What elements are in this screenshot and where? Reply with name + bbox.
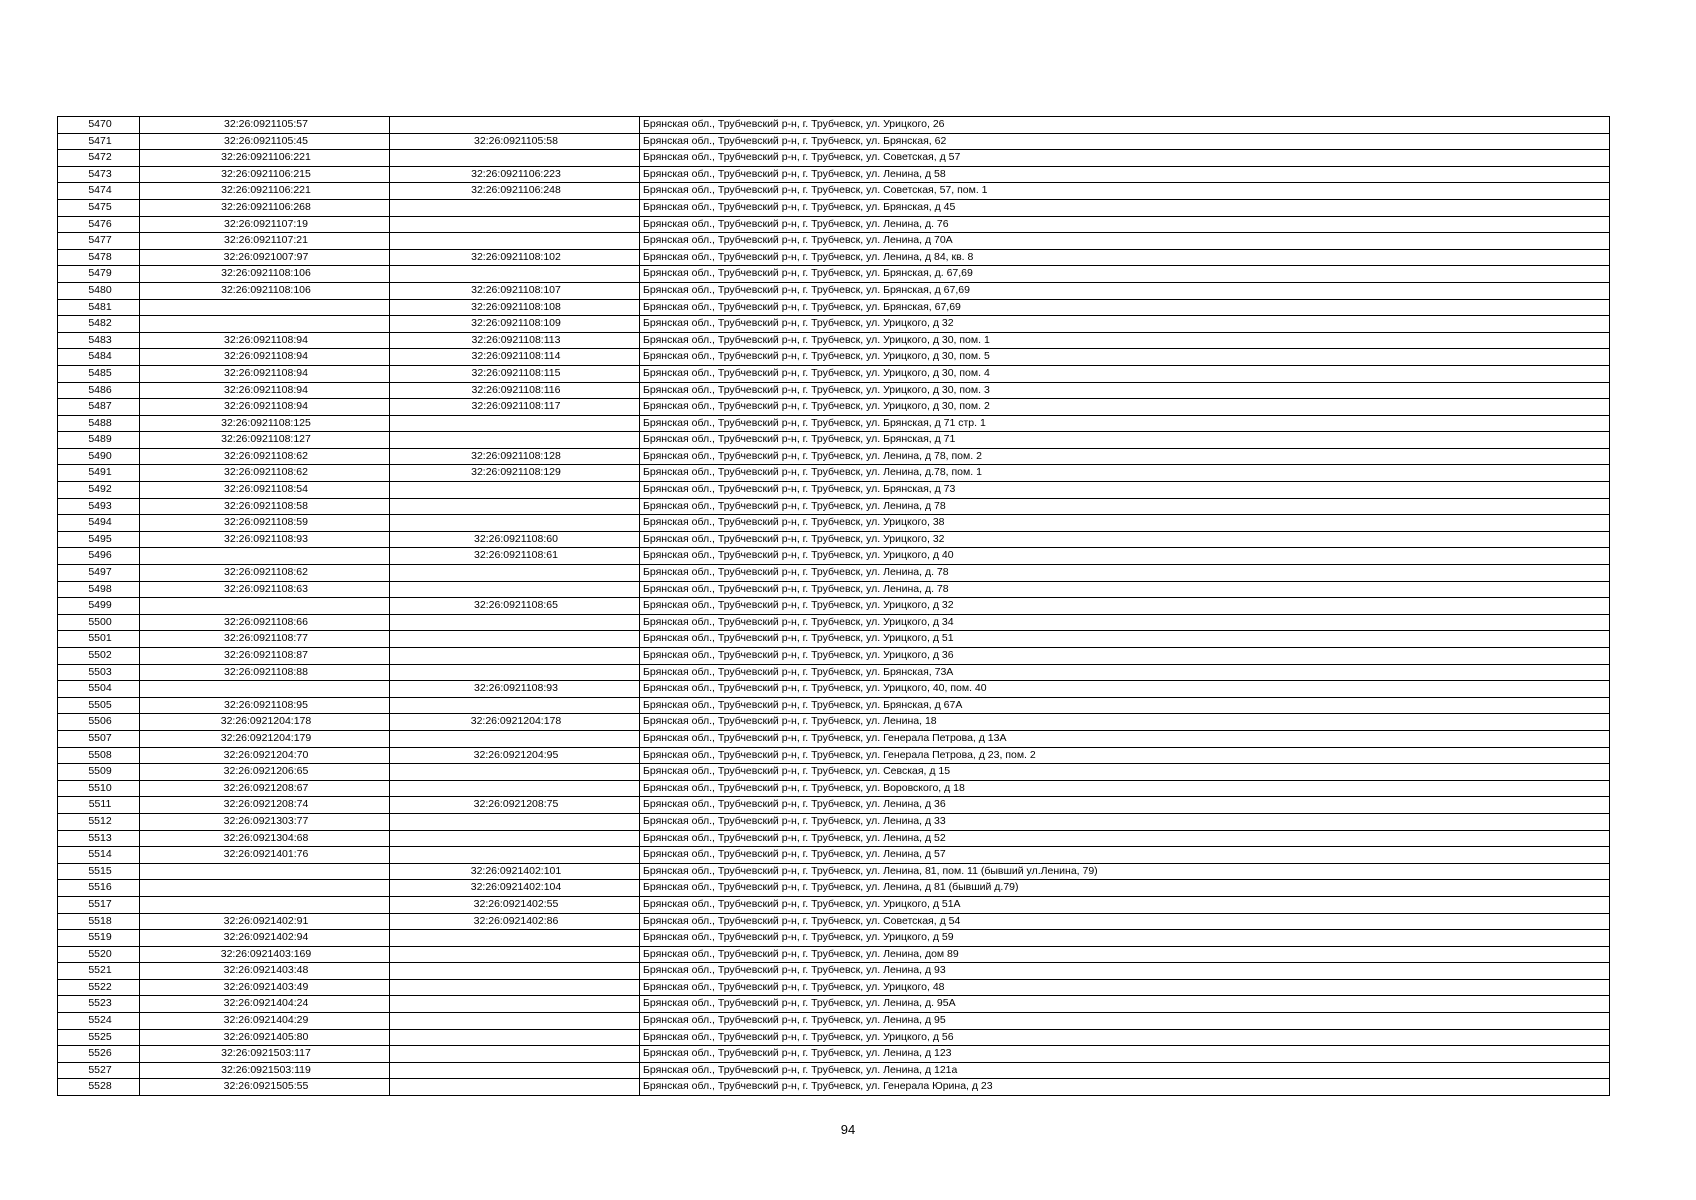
table-row [58,498,1610,515]
address-cell: Брянская обл., Трубчевский р-н, г. Трубчевск, ул. Ленина, д 121а [640,1062,1610,1079]
row-number-cell: 5525 [58,1029,140,1046]
table-row [58,1029,1610,1046]
table-row [58,648,1610,665]
address-cell: Брянская обл., Трубчевский р-н, г. Трубчевск, ул. Ленина, д 84, кв. 8 [640,249,1610,266]
related-cadastral-number-cell [390,648,640,665]
address-cell: Брянская обл., Трубчевский р-н, г. Трубчевск, ул. Советская, д 54 [640,913,1610,930]
row-number-cell: 5501 [58,631,140,648]
cadastral-number-cell [140,863,390,880]
cadastral-number-cell: 32:26:0921107:21 [140,233,390,250]
address-cell: Брянская обл., Трубчевский р-н, г. Трубчевск, ул. Брянская, д 73 [640,482,1610,499]
address-cell: Брянская обл., Трубчевский р-н, г. Трубчевск, ул. Ленина, д 70А [640,233,1610,250]
address-cell: Брянская обл., Трубчевский р-н, г. Трубчевск, ул. Брянская, д 71 [640,432,1610,449]
row-number-cell: 5479 [58,266,140,283]
table-row [58,282,1610,299]
address-cell: Брянская обл., Трубчевский р-н, г. Трубчевск, ул. Советская, д 57 [640,150,1610,167]
row-number-cell: 5512 [58,813,140,830]
row-number-cell: 5491 [58,465,140,482]
table-row [58,432,1610,449]
address-cell: Брянская обл., Трубчевский р-н, г. Трубчевск, ул. Ленина, д. 76 [640,216,1610,233]
row-number-cell: 5480 [58,282,140,299]
address-cell: Брянская обл., Трубчевский р-н, г. Трубчевск, ул. Урицкого, д 51А [640,896,1610,913]
table-row [58,482,1610,499]
address-cell: Брянская обл., Трубчевский р-н, г. Трубчевск, ул. Урицкого, д 56 [640,1029,1610,1046]
row-number-cell: 5515 [58,863,140,880]
cadastral-number-cell [140,548,390,565]
cadastral-number-cell: 32:26:0921204:179 [140,730,390,747]
address-cell: Брянская обл., Трубчевский р-н, г. Трубчевск, ул. Ленина, д 52 [640,830,1610,847]
table-row [58,847,1610,864]
row-number-cell: 5528 [58,1079,140,1096]
cadastral-number-cell: 32:26:0921402:91 [140,913,390,930]
address-cell: Брянская обл., Трубчевский р-н, г. Трубчевск, ул. Брянская, д 71 стр. 1 [640,415,1610,432]
page-number: 94 [840,1122,856,1137]
address-cell: Брянская обл., Трубчевский р-н, г. Трубчевск, ул. Ленина, д 78 [640,498,1610,515]
cadastral-number-cell: 32:26:0921108:94 [140,365,390,382]
related-cadastral-number-cell [390,963,640,980]
table-row [58,349,1610,366]
address-cell: Брянская обл., Трубчевский р-н, г. Трубчевск, ул. Брянская, д 67,69 [640,282,1610,299]
cadastral-number-cell: 32:26:0921404:24 [140,996,390,1013]
related-cadastral-number-cell [390,565,640,582]
row-number-cell: 5473 [58,166,140,183]
table-row [58,266,1610,283]
related-cadastral-number-cell: 32:26:0921108:128 [390,448,640,465]
address-cell: Брянская обл., Трубчевский р-н, г. Трубчевск, ул. Брянская, д 67А [640,697,1610,714]
row-number-cell: 5519 [58,930,140,947]
address-cell: Брянская обл., Трубчевский р-н, г. Трубчевск, ул. Воровского, д 18 [640,780,1610,797]
related-cadastral-number-cell [390,415,640,432]
cadastral-number-cell: 32:26:0921208:74 [140,797,390,814]
cadastral-number-cell: 32:26:0921403:49 [140,979,390,996]
table-row [58,697,1610,714]
row-number-cell: 5493 [58,498,140,515]
cadastral-number-cell: 32:26:0921403:169 [140,946,390,963]
cadastral-number-cell: 32:26:0921405:80 [140,1029,390,1046]
related-cadastral-number-cell [390,1079,640,1096]
address-cell: Брянская обл., Трубчевский р-н, г. Трубчевск, ул. Урицкого, д 30, пом. 4 [640,365,1610,382]
row-number-cell: 5506 [58,714,140,731]
table-row [58,515,1610,532]
cadastral-number-cell: 32:26:0921108:94 [140,332,390,349]
row-number-cell: 5497 [58,565,140,582]
row-number-cell: 5485 [58,365,140,382]
address-cell: Брянская обл., Трубчевский р-н, г. Трубчевск, ул. Ленина, д. 78 [640,581,1610,598]
row-number-cell: 5474 [58,183,140,200]
cadastral-number-cell: 32:26:0921106:268 [140,199,390,216]
address-cell: Брянская обл., Трубчевский р-н, г. Трубчевск, ул. Генерала Петрова, д 23, пом. 2 [640,747,1610,764]
address-cell: Брянская обл., Трубчевский р-н, г. Трубчевск, ул. Урицкого, д 32 [640,598,1610,615]
related-cadastral-number-cell [390,697,640,714]
table-row [58,780,1610,797]
row-number-cell: 5520 [58,946,140,963]
cadastral-number-cell: 32:26:0921108:127 [140,432,390,449]
related-cadastral-number-cell [390,150,640,167]
related-cadastral-number-cell [390,1046,640,1063]
row-number-cell: 5523 [58,996,140,1013]
cadastral-number-cell: 32:26:0921106:221 [140,150,390,167]
cadastral-number-cell: 32:26:0921108:66 [140,614,390,631]
address-cell: Брянская обл., Трубчевский р-н, г. Трубчевск, ул. Брянская, 73А [640,664,1610,681]
address-cell: Брянская обл., Трубчевский р-н, г. Трубчевск, ул. Урицкого, д 32 [640,316,1610,333]
row-number-cell: 5517 [58,896,140,913]
address-cell: Брянская обл., Трубчевский р-н, г. Трубчевск, ул. Советская, 57, пом. 1 [640,183,1610,200]
address-cell: Брянская обл., Трубчевский р-н, г. Трубчевск, ул. Урицкого, д 30, пом. 3 [640,382,1610,399]
cadastral-number-cell [140,598,390,615]
row-number-cell: 5507 [58,730,140,747]
table-row [58,598,1610,615]
related-cadastral-number-cell: 32:26:0921108:107 [390,282,640,299]
table-row [58,896,1610,913]
cadastral-number-cell: 32:26:0921208:67 [140,780,390,797]
row-number-cell: 5476 [58,216,140,233]
related-cadastral-number-cell: 32:26:0921402:86 [390,913,640,930]
cadastral-number-cell: 32:26:0921106:215 [140,166,390,183]
cadastral-number-cell: 32:26:0921505:55 [140,1079,390,1096]
related-cadastral-number-cell: 32:26:0921106:248 [390,183,640,200]
address-cell: Брянская обл., Трубчевский р-н, г. Трубчевск, ул. Урицкого, 48 [640,979,1610,996]
row-number-cell: 5481 [58,299,140,316]
row-number-cell: 5498 [58,581,140,598]
cadastral-number-cell [140,316,390,333]
row-number-cell: 5495 [58,531,140,548]
row-number-cell: 5500 [58,614,140,631]
cadastral-number-cell: 32:26:0921206:65 [140,764,390,781]
cadastral-number-cell: 32:26:0921107:19 [140,216,390,233]
cadastral-number-cell: 32:26:0921108:62 [140,565,390,582]
related-cadastral-number-cell: 32:26:0921204:95 [390,747,640,764]
table-row [58,316,1610,333]
cadastral-number-cell: 32:26:0921108:87 [140,648,390,665]
address-cell: Брянская обл., Трубчевский р-н, г. Трубчевск, ул. Генерала Юрина, д 23 [640,1079,1610,1096]
related-cadastral-number-cell [390,730,640,747]
cadastral-number-cell: 32:26:0921108:106 [140,266,390,283]
address-cell: Брянская обл., Трубчевский р-н, г. Трубчевск, ул. Урицкого, д 34 [640,614,1610,631]
table-row [58,830,1610,847]
cadastral-number-cell [140,896,390,913]
cadastral-number-cell: 32:26:0921204:178 [140,714,390,731]
table-row [58,548,1610,565]
table-row [58,664,1610,681]
related-cadastral-number-cell: 32:26:0921402:104 [390,880,640,897]
related-cadastral-number-cell: 32:26:0921108:114 [390,349,640,366]
address-cell: Брянская обл., Трубчевский р-н, г. Трубчевск, ул. Урицкого, д 51 [640,631,1610,648]
row-number-cell: 5478 [58,249,140,266]
related-cadastral-number-cell: 32:26:0921108:102 [390,249,640,266]
address-cell: Брянская обл., Трубчевский р-н, г. Трубчевск, ул. Урицкого, 38 [640,515,1610,532]
related-cadastral-number-cell [390,664,640,681]
row-number-cell: 5516 [58,880,140,897]
row-number-cell: 5471 [58,133,140,150]
related-cadastral-number-cell: 32:26:0921108:65 [390,598,640,615]
address-cell: Брянская обл., Трубчевский р-н, г. Трубчевск, ул. Урицкого, д 30, пом. 2 [640,399,1610,416]
row-number-cell: 5508 [58,747,140,764]
table-row [58,233,1610,250]
row-number-cell: 5518 [58,913,140,930]
address-cell: Брянская обл., Трубчевский р-н, г. Трубчевск, ул. Ленина, д 93 [640,963,1610,980]
cadastral-number-cell: 32:26:0921007:97 [140,249,390,266]
address-cell: Брянская обл., Трубчевский р-н, г. Трубчевск, ул. Ленина, дом 89 [640,946,1610,963]
cadastral-number-cell: 32:26:0921108:59 [140,515,390,532]
related-cadastral-number-cell: 32:26:0921106:223 [390,166,640,183]
table-row [58,963,1610,980]
table-row [58,880,1610,897]
address-cell: Брянская обл., Трубчевский р-н, г. Трубчевск, ул. Ленина, д 78, пом. 2 [640,448,1610,465]
table-row [58,199,1610,216]
row-number-cell: 5470 [58,117,140,134]
related-cadastral-number-cell: 32:26:0921204:178 [390,714,640,731]
address-cell: Брянская обл., Трубчевский р-н, г. Трубчевск, ул. Урицкого, 32 [640,531,1610,548]
table-row [58,1062,1610,1079]
related-cadastral-number-cell: 32:26:0921108:117 [390,399,640,416]
address-cell: Брянская обл., Трубчевский р-н, г. Трубчевск, ул. Урицкого, д 30, пом. 1 [640,332,1610,349]
table-row [58,863,1610,880]
cadastral-number-cell: 32:26:0921105:57 [140,117,390,134]
cadastral-number-cell: 32:26:0921108:58 [140,498,390,515]
cadastral-number-cell: 32:26:0921204:70 [140,747,390,764]
row-number-cell: 5489 [58,432,140,449]
table-row [58,714,1610,731]
row-number-cell: 5514 [58,847,140,864]
cadastral-number-cell: 32:26:0921108:62 [140,448,390,465]
table-row [58,249,1610,266]
table-row [58,216,1610,233]
address-cell: Брянская обл., Трубчевский р-н, г. Трубчевск, ул. Ленина, д. 95А [640,996,1610,1013]
related-cadastral-number-cell [390,117,640,134]
address-cell: Брянская обл., Трубчевский р-н, г. Трубчевск, ул. Севская, д 15 [640,764,1610,781]
related-cadastral-number-cell: 32:26:0921108:129 [390,465,640,482]
table-row [58,581,1610,598]
cadastral-number-cell: 32:26:0921108:94 [140,382,390,399]
address-cell: Брянская обл., Трубчевский р-н, г. Трубчевск, ул. Ленина, д.78, пом. 1 [640,465,1610,482]
cadastral-number-cell: 32:26:0921108:63 [140,581,390,598]
cadastral-number-cell: 32:26:0921108:94 [140,399,390,416]
row-number-cell: 5486 [58,382,140,399]
row-number-cell: 5496 [58,548,140,565]
address-cell: Брянская обл., Трубчевский р-н, г. Трубчевск, ул. Брянская, д 45 [640,199,1610,216]
related-cadastral-number-cell [390,847,640,864]
registry-table-body [58,117,1610,1096]
address-cell: Брянская обл., Трубчевский р-н, г. Трубчевск, ул. Ленина, д 123 [640,1046,1610,1063]
address-cell: Брянская обл., Трубчевский р-н, г. Трубчевск, ул. Ленина, 81, пом. 11 (бывший ул.Ленина, 79) [640,863,1610,880]
cadastral-number-cell: 32:26:0921304:68 [140,830,390,847]
related-cadastral-number-cell [390,764,640,781]
table-row [58,1079,1610,1096]
address-cell: Брянская обл., Трубчевский р-н, г. Трубчевск, ул. Урицкого, д 40 [640,548,1610,565]
row-number-cell: 5492 [58,482,140,499]
related-cadastral-number-cell [390,813,640,830]
related-cadastral-number-cell [390,216,640,233]
address-cell: Брянская обл., Трубчевский р-н, г. Трубчевск, ул. Урицкого, д 30, пом. 5 [640,349,1610,366]
related-cadastral-number-cell [390,1029,640,1046]
related-cadastral-number-cell [390,631,640,648]
row-number-cell: 5494 [58,515,140,532]
table-row [58,399,1610,416]
row-number-cell: 5490 [58,448,140,465]
cadastral-number-cell: 32:26:0921108:88 [140,664,390,681]
table-row [58,681,1610,698]
cadastral-number-cell: 32:26:0921106:221 [140,183,390,200]
row-number-cell: 5502 [58,648,140,665]
address-cell: Брянская обл., Трубчевский р-н, г. Трубчевск, ул. Ленина, д 81 (бывший д.79) [640,880,1610,897]
related-cadastral-number-cell [390,614,640,631]
related-cadastral-number-cell [390,979,640,996]
related-cadastral-number-cell: 32:26:0921108:93 [390,681,640,698]
address-cell: Брянская обл., Трубчевский р-н, г. Трубчевск, ул. Урицкого, 40, пом. 40 [640,681,1610,698]
table-row [58,299,1610,316]
table-row [58,913,1610,930]
address-cell: Брянская обл., Трубчевский р-н, г. Трубчевск, ул. Брянская, д. 67,69 [640,266,1610,283]
row-number-cell: 5475 [58,199,140,216]
related-cadastral-number-cell [390,996,640,1013]
table-row [58,946,1610,963]
address-cell: Брянская обл., Трубчевский р-н, г. Трубчевск, ул. Ленина, д 95 [640,1013,1610,1030]
row-number-cell: 5484 [58,349,140,366]
related-cadastral-number-cell [390,830,640,847]
table-row [58,996,1610,1013]
cadastral-number-cell: 32:26:0921108:94 [140,349,390,366]
row-number-cell: 5524 [58,1013,140,1030]
address-cell: Брянская обл., Трубчевский р-н, г. Трубчевск, ул. Урицкого, д 59 [640,930,1610,947]
table-row [58,747,1610,764]
table-row [58,448,1610,465]
row-number-cell: 5510 [58,780,140,797]
address-cell: Брянская обл., Трубчевский р-н, г. Трубчевск, ул. Генерала Петрова, д 13А [640,730,1610,747]
cadastral-number-cell: 32:26:0921404:29 [140,1013,390,1030]
related-cadastral-number-cell [390,946,640,963]
row-number-cell: 5526 [58,1046,140,1063]
row-number-cell: 5509 [58,764,140,781]
table-row [58,813,1610,830]
row-number-cell: 5513 [58,830,140,847]
related-cadastral-number-cell: 32:26:0921108:61 [390,548,640,565]
table-row [58,332,1610,349]
cadastral-number-cell: 32:26:0921503:117 [140,1046,390,1063]
table-row [58,1046,1610,1063]
registry-table [57,116,1610,1096]
related-cadastral-number-cell [390,266,640,283]
table-row [58,133,1610,150]
cadastral-number-cell: 32:26:0921403:48 [140,963,390,980]
table-row [58,365,1610,382]
related-cadastral-number-cell: 32:26:0921108:115 [390,365,640,382]
table-row [58,979,1610,996]
address-cell: Брянская обл., Трубчевский р-н, г. Трубчевск, ул. Ленина, д 57 [640,847,1610,864]
table-row [58,531,1610,548]
related-cadastral-number-cell [390,482,640,499]
cadastral-number-cell: 32:26:0921303:77 [140,813,390,830]
cadastral-number-cell: 32:26:0921105:45 [140,133,390,150]
related-cadastral-number-cell [390,233,640,250]
related-cadastral-number-cell [390,780,640,797]
table-row [58,614,1610,631]
related-cadastral-number-cell [390,581,640,598]
cadastral-number-cell [140,299,390,316]
related-cadastral-number-cell: 32:26:0921108:60 [390,531,640,548]
address-cell: Брянская обл., Трубчевский р-н, г. Трубчевск, ул. Брянская, 67,69 [640,299,1610,316]
registry-sheet [57,116,1610,1096]
row-number-cell: 5499 [58,598,140,615]
table-row [58,166,1610,183]
table-row [58,764,1610,781]
related-cadastral-number-cell [390,498,640,515]
row-number-cell: 5522 [58,979,140,996]
address-cell: Брянская обл., Трубчевский р-н, г. Трубчевск, ул. Урицкого, 26 [640,117,1610,134]
row-number-cell: 5487 [58,399,140,416]
related-cadastral-number-cell: 32:26:0921105:58 [390,133,640,150]
address-cell: Брянская обл., Трубчевский р-н, г. Трубчевск, ул. Ленина, д 33 [640,813,1610,830]
related-cadastral-number-cell [390,432,640,449]
cadastral-number-cell: 32:26:0921108:54 [140,482,390,499]
table-row [58,730,1610,747]
table-row [58,797,1610,814]
address-cell: Брянская обл., Трубчевский р-н, г. Трубчевск, ул. Ленина, д 36 [640,797,1610,814]
related-cadastral-number-cell: 32:26:0921208:75 [390,797,640,814]
cadastral-number-cell: 32:26:0921108:95 [140,697,390,714]
address-cell: Брянская обл., Трубчевский р-н, г. Трубчевск, ул. Ленина, д. 78 [640,565,1610,582]
related-cadastral-number-cell: 32:26:0921108:116 [390,382,640,399]
related-cadastral-number-cell: 32:26:0921108:109 [390,316,640,333]
cadastral-number-cell [140,880,390,897]
row-number-cell: 5488 [58,415,140,432]
cadastral-number-cell: 32:26:0921401:76 [140,847,390,864]
related-cadastral-number-cell: 32:26:0921402:101 [390,863,640,880]
table-row [58,117,1610,134]
related-cadastral-number-cell [390,515,640,532]
table-row [58,150,1610,167]
related-cadastral-number-cell: 32:26:0921108:108 [390,299,640,316]
table-row [58,1013,1610,1030]
table-row [58,565,1610,582]
address-cell: Брянская обл., Трубчевский р-н, г. Трубчевск, ул. Ленина, д 58 [640,166,1610,183]
row-number-cell: 5505 [58,697,140,714]
table-row [58,465,1610,482]
row-number-cell: 5511 [58,797,140,814]
row-number-cell: 5482 [58,316,140,333]
row-number-cell: 5521 [58,963,140,980]
row-number-cell: 5477 [58,233,140,250]
cadastral-number-cell: 32:26:0921503:119 [140,1062,390,1079]
table-row [58,183,1610,200]
row-number-cell: 5472 [58,150,140,167]
cadastral-number-cell: 32:26:0921108:125 [140,415,390,432]
address-cell: Брянская обл., Трубчевский р-н, г. Трубчевск, ул. Ленина, 18 [640,714,1610,731]
table-row [58,631,1610,648]
related-cadastral-number-cell [390,1062,640,1079]
row-number-cell: 5503 [58,664,140,681]
row-number-cell: 5483 [58,332,140,349]
related-cadastral-number-cell [390,930,640,947]
related-cadastral-number-cell: 32:26:0921108:113 [390,332,640,349]
cadastral-number-cell: 32:26:0921108:106 [140,282,390,299]
address-cell: Брянская обл., Трубчевский р-н, г. Трубчевск, ул. Урицкого, д 36 [640,648,1610,665]
table-row [58,415,1610,432]
related-cadastral-number-cell [390,199,640,216]
cadastral-number-cell: 32:26:0921108:93 [140,531,390,548]
table-row [58,382,1610,399]
row-number-cell: 5504 [58,681,140,698]
cadastral-number-cell: 32:26:0921402:94 [140,930,390,947]
row-number-cell: 5527 [58,1062,140,1079]
related-cadastral-number-cell [390,1013,640,1030]
related-cadastral-number-cell: 32:26:0921402:55 [390,896,640,913]
cadastral-number-cell [140,681,390,698]
table-row [58,930,1610,947]
address-cell: Брянская обл., Трубчевский р-н, г. Трубчевск, ул. Брянская, 62 [640,133,1610,150]
cadastral-number-cell: 32:26:0921108:77 [140,631,390,648]
cadastral-number-cell: 32:26:0921108:62 [140,465,390,482]
